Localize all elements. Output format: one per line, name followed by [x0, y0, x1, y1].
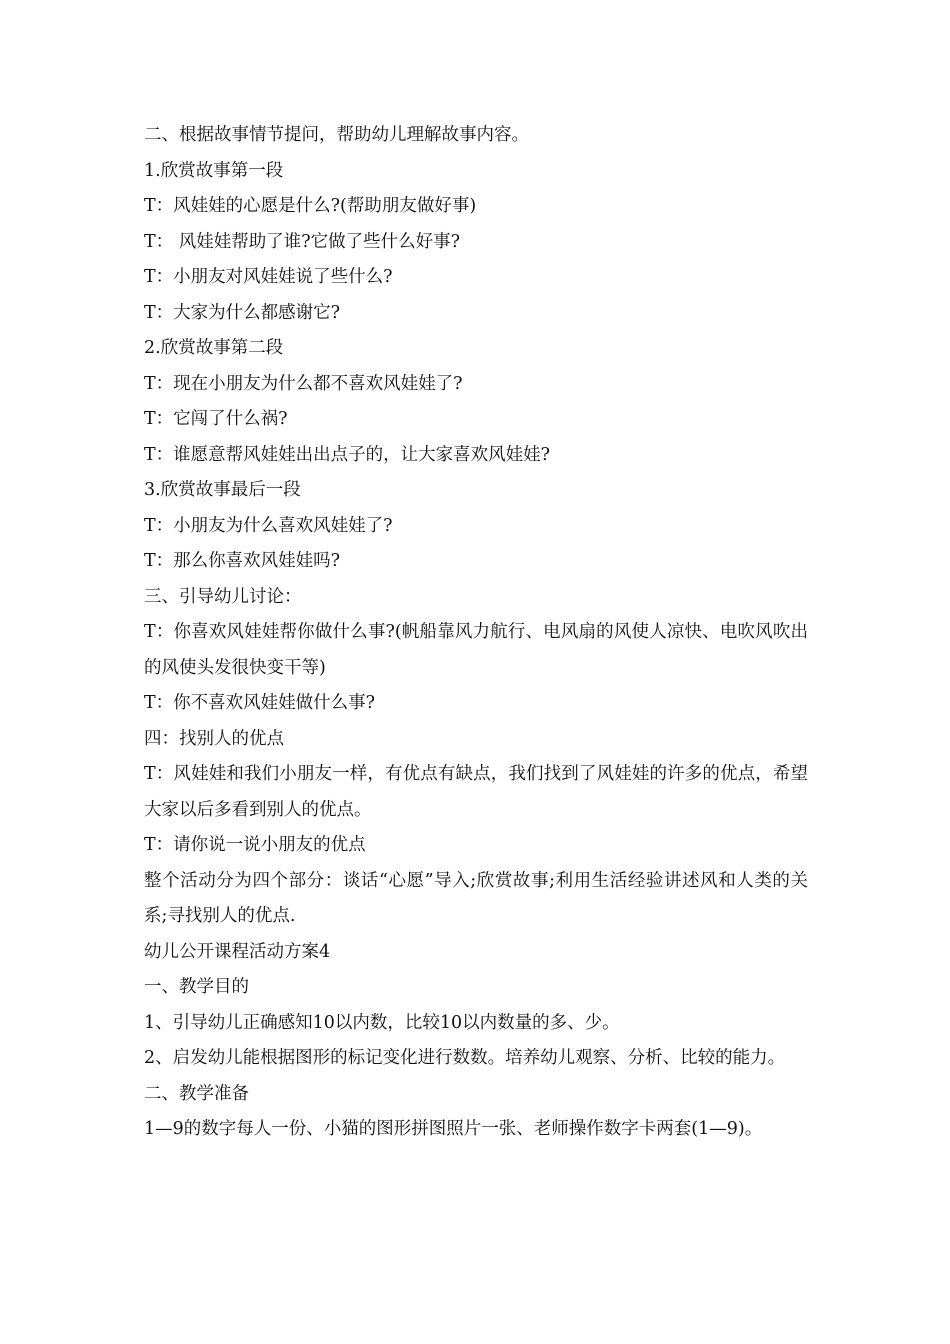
question-line: T：那么你喜欢风娃娃吗?: [144, 551, 341, 571]
summary-paragraph: 整个活动分为四个部分：谈话“心愿”导入;欣赏故事;利用生活经验讲述风和人类的关系;寻找别人的优点.: [144, 870, 808, 926]
preparation-item: 1—9的数字每人一份、小猫的图形拼图照片一张、老师操作数字卡两套(1—9)。: [144, 1119, 763, 1139]
question-line: T：请你说一说小朋友的优点: [144, 835, 366, 855]
question-line: T：大家为什么都感谢它?: [144, 302, 341, 323]
question-line: T：现在小朋友为什么都不喜欢风娃娃了?: [144, 373, 463, 394]
goal-item: 1、引导幼儿正确感知10以内数，比较10以内数量的多、少。: [144, 1012, 620, 1033]
question-line: T：它闯了什么祸?: [144, 409, 288, 429]
subsection-heading: 3.欣赏故事最后一段: [144, 480, 301, 500]
document-body: [144, 118, 808, 1148]
question-line: T： 风娃娃帮助了谁?它做了些什么好事?: [144, 231, 460, 252]
question-line: T：你喜欢风娃娃帮你做什么事?(帆船靠风力航行、电风扇的风使人凉快、电吹风吹出的风使头发很快变干等): [144, 622, 808, 678]
question-line: T：小朋友对风娃娃说了些什么?: [144, 267, 393, 287]
subsection-heading: 2.欣赏故事第二段: [144, 338, 284, 358]
question-line: T：你不喜欢风娃娃做什么事?: [144, 693, 376, 713]
question-line: T：风娃娃和我们小朋友一样，有优点有缺点，我们找到了风娃娃的许多的优点，希望大家以后多看到别人的优点。: [144, 764, 808, 820]
section-heading: 四：找别人的优点: [144, 728, 284, 749]
plan-title: 幼儿公开课程活动方案4: [144, 941, 331, 962]
question-line: T：风娃娃的心愿是什么?(帮助朋友做好事): [144, 196, 477, 216]
subsection-heading: 1.欣赏故事第一段: [144, 160, 284, 181]
question-line: T：小朋友为什么喜欢风娃娃了?: [144, 515, 393, 536]
section-heading: 二、根据故事情节提问，帮助幼儿理解故事内容。: [144, 125, 529, 145]
section-heading: 三、引导幼儿讨论：: [144, 586, 302, 607]
goal-item: 2、启发幼儿能根据图形的标记变化进行数数。培养幼儿观察、分析、比较的能力。: [144, 1048, 786, 1068]
question-line: T：谁愿意帮风娃娃出出点子的，让大家喜欢风娃娃?: [144, 444, 551, 465]
section-heading: 二、教学准备: [144, 1083, 249, 1104]
section-heading: 一、教学目的: [144, 977, 249, 997]
